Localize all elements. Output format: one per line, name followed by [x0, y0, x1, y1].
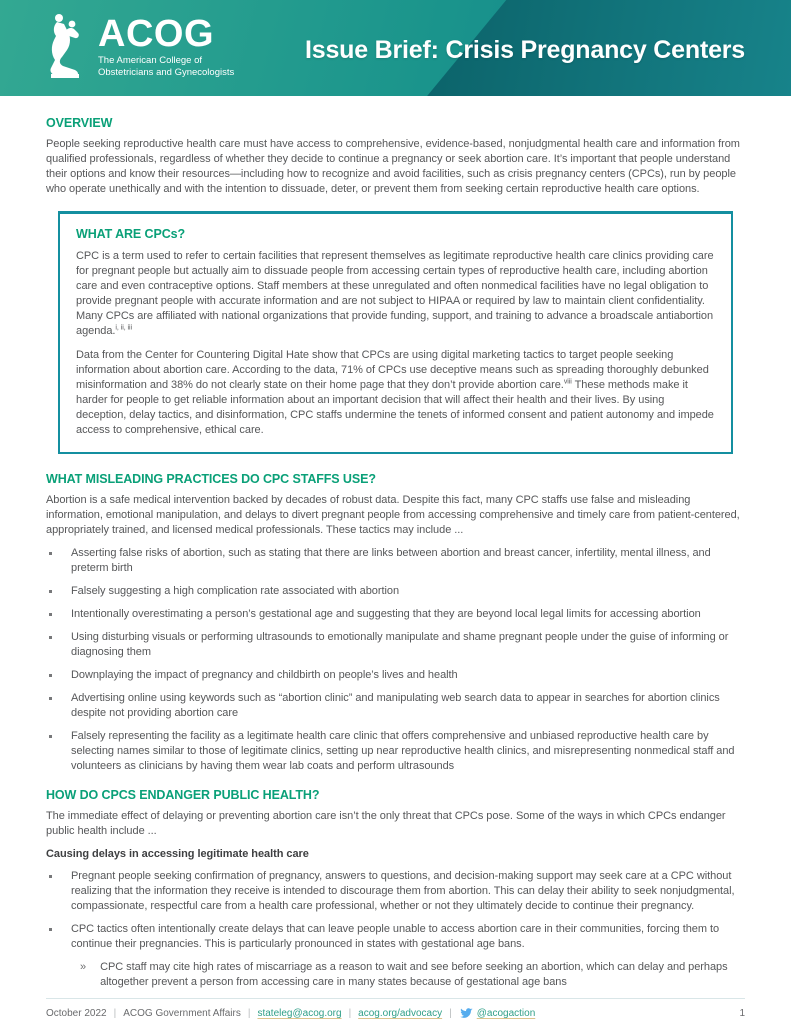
bullet-text: Pregnant people seeking confirmation of pregnancy, answers to questions, and decision-making support may seek care at a CPC without realizing that the information they receive is intended to discourage them from abortion. This can delay their ability to seek nonjudgmental, compassionate, respectful care from a health care professional, whether or not they ultimately decide to continue their pregnancy. — [71, 870, 735, 912]
endanger-bullet-list — [46, 869, 745, 952]
list-item — [46, 668, 745, 683]
practices-intro: Abortion is a safe medical intervention backed by decades of robust data. Despite this fact, many CPC staffs use false and misleading information, emotional manipulation, and delays to divert pregnant people from accessing comprehensive and timely care from patient-centered, appropriately trained, and licensed medical professionals. These tactics may include ... — [46, 494, 740, 536]
practices-heading: WHAT MISLEADING PRACTICES DO CPC STAFFS USE? — [46, 472, 376, 486]
footer-date: October 2022 — [46, 1008, 107, 1019]
cpc-box-paragraph-2-text-a: Data from the Center for Countering Digital Hate show that CPCs are using digital marketing tactics to target people seeking information about abortion care. According to the data, 71% of CPCs use deceptive means such as spreading thoroughly debunked misinformation and 38% do not clearly state on their home page that they don’t provide abortion care. — [76, 349, 709, 391]
bullet-text: Falsely suggesting a high complication rate associated with abortion — [71, 585, 400, 597]
footer-email-link[interactable]: stateleg@acog.org — [257, 1008, 342, 1019]
footer-twitter-handle-link[interactable]: @acogaction — [476, 1008, 536, 1019]
header-banner — [0, 0, 791, 96]
page-footer — [46, 998, 745, 1019]
footer-org: ACOG Government Affairs — [123, 1008, 241, 1019]
bullet-marker — [49, 552, 52, 555]
what-are-cpcs-callout-box — [58, 211, 733, 454]
list-item — [46, 546, 745, 576]
section-misleading-practices — [46, 472, 745, 774]
twitter-icon — [460, 1008, 473, 1019]
document-body — [0, 96, 791, 998]
bullet-text: Asserting false risks of abortion, such as stating that there are links between abortion and breast cancer, infertility, mental illness, and preterm birth — [71, 547, 711, 574]
cpc-box-heading: WHAT ARE CPCs? — [76, 227, 186, 241]
bullet-text: Downplaying the impact of pregnancy and childbirth on people’s lives and health — [71, 669, 458, 681]
list-item — [46, 922, 745, 952]
list-item — [46, 584, 745, 599]
section-endanger-public-health — [46, 788, 745, 990]
citation-superscript-2: viii — [563, 378, 572, 386]
bullet-text: Intentionally overestimating a person’s gestational age and suggesting that they are beyond local legal limits for accessing abortion — [71, 608, 701, 620]
bullet-marker — [49, 590, 52, 593]
citation-superscript-1: i, ii, iii — [115, 324, 133, 332]
bullet-marker — [49, 636, 52, 639]
practices-bullet-list — [46, 546, 745, 774]
guillemet-marker: » — [80, 961, 87, 973]
bullet-marker — [49, 613, 52, 616]
list-item — [46, 729, 745, 774]
acog-acronym: ACOG — [98, 13, 214, 55]
bullet-text: Using disturbing visuals or performing ultrasounds to emotionally manipulate and shame pregnant people under the guise of informing or diagnosing them — [71, 631, 729, 658]
section-overview — [46, 116, 745, 197]
acog-name-line1: The American College of — [98, 55, 203, 66]
sub-list-item — [80, 960, 745, 990]
overview-paragraph: People seeking reproductive health care must have access to comprehensive, evidence-based, nonjudgmental health care and information from qualified professionals, regardless of whether they decide to continue a pregnancy or seek abortion care. It’s important that people understand their options and know their resources—including how to recognize and avoid facilities, such as crisis pregnancy centers (CPCs), run by people who operate unethically and with the intention to dissuade, deter, or prevent them from seeking certain reproductive health care options. — [46, 138, 740, 195]
list-item — [46, 630, 745, 660]
cpc-box-paragraph-2-text-b: These methods make it harder for people to get reliable information about an important decision that will affect their health and their lives. By using deception, delay tactics, and disinformation, CPC staffs undermine the tenets of informed consent and patient autonomy and impede access to comprehensive, ethical care. — [76, 379, 714, 436]
acog-statue-icon — [45, 10, 89, 82]
endanger-subheading: Causing delays in accessing legitimate health care — [46, 848, 309, 860]
bullet-text: Falsely representing the facility as a legitimate health care clinic that offers comprehensive and unbiased reproductive health care by selecting names similar to those of legitimate clinics, setting up near reproductive health clinics, and misrepresenting nonmedical staff and volunteers as clinicians by having them wear lab coats and perform ultrasounds — [71, 730, 735, 772]
list-item — [46, 691, 745, 721]
list-item — [46, 607, 745, 622]
bullet-marker — [49, 928, 52, 931]
bullet-marker — [49, 735, 52, 738]
footer-separator: | — [113, 1008, 117, 1019]
acog-logo — [45, 10, 234, 82]
acog-full-name — [98, 55, 234, 78]
cpc-box-paragraph-2 — [76, 348, 715, 438]
list-item — [46, 869, 745, 914]
cpc-box-paragraph-1-text: CPC is a term used to refer to certain facilities that represent themselves as legitimate reproductive health care clinics providing care for pregnant people but actually aim to dissuade people from accessing certain types of reproductive health care, including abortion care and even contraceptive options. Staff members at these unregulated and often nonmedical facilities have no legal obligation to provide pregnant people with accurate information and are not subject to HIPAA or required by law to maintain client confidentiality. Many CPCs are affiliated with national organizations that provide funding, support, and training to advance a broadscale antiabortion agenda. — [76, 250, 714, 337]
bullet-marker — [49, 697, 52, 700]
bullet-marker — [49, 674, 52, 677]
bullet-text: Advertising online using keywords such as “abortion clinic” and manipulating web search data to appear in searches for abortion clinics despite not providing abortion care — [71, 692, 720, 719]
endanger-intro: The immediate effect of delaying or preventing abortion care isn’t the only threat that CPCs pose. Some of the ways in which CPCs endanger public health include ... — [46, 810, 726, 837]
acog-logo-text — [98, 14, 234, 78]
footer-separator: | — [247, 1008, 251, 1019]
cpc-box-paragraph-1 — [76, 249, 715, 339]
bullet-marker — [49, 875, 52, 878]
page-number: 1 — [739, 1008, 745, 1019]
footer-separator: | — [348, 1008, 352, 1019]
sub-bullet-text: CPC staff may cite high rates of miscarriage as a reason to wait and see before seeking an abortion, which can delay and perhaps altogether prevent a person from accessing care in many states because of gestational age bans — [100, 961, 728, 988]
bullet-text: CPC tactics often intentionally create delays that can leave people unable to access abortion care in their communities, forcing them to continue their pregnancies. This is particularly pronounced in states with gestational age bans. — [71, 923, 720, 950]
overview-heading: OVERVIEW — [46, 116, 113, 130]
footer-advocacy-link[interactable]: acog.org/advocacy — [358, 1008, 443, 1019]
document-title: Issue Brief: Crisis Pregnancy Centers — [305, 36, 745, 64]
endanger-heading: HOW DO CPCS ENDANGER PUBLIC HEALTH? — [46, 788, 320, 802]
acog-name-line2: Obstetricians and Gynecologists — [98, 66, 235, 78]
footer-separator: | — [449, 1008, 452, 1019]
